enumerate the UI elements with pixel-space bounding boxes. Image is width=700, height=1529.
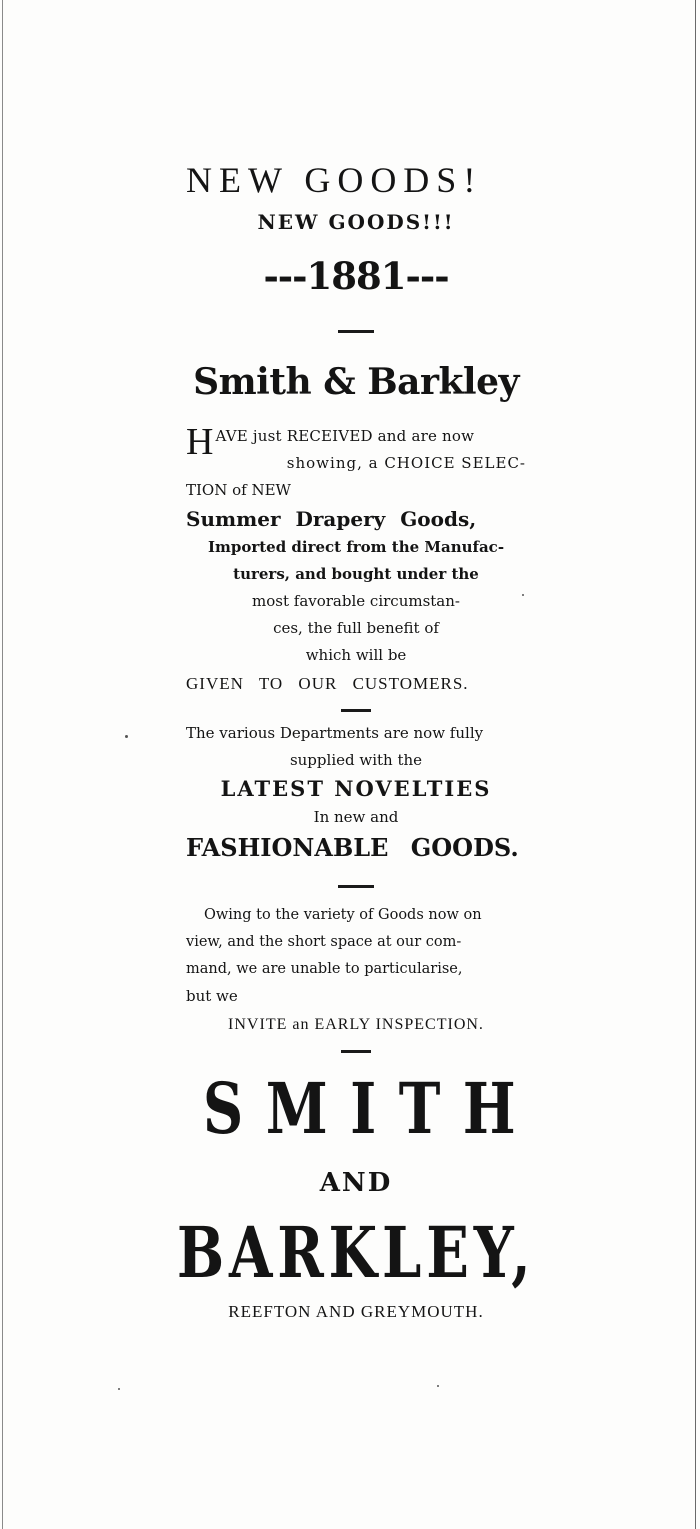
given-to-customers: GIVEN TO OUR CUSTOMERS. — [186, 674, 469, 693]
announcement-body-3: most favorable circumstan- — [252, 592, 460, 610]
signature-barkley: BARKLEY, — [176, 1211, 536, 1294]
divider — [341, 1050, 371, 1053]
announcement-line-1: AVE just RECEIVED and are now — [215, 427, 475, 445]
signature-and: AND — [319, 1168, 393, 1198]
announcement-block — [186, 423, 526, 699]
headline-new-goods: NEW GOODS! — [186, 160, 483, 200]
print-speck — [437, 1385, 439, 1387]
print-speck — [522, 594, 524, 596]
departments-line-3: In new and — [313, 808, 399, 826]
owing-line-4: but we — [186, 987, 238, 1005]
drop-cap: H — [186, 421, 214, 463]
departments-line-2: supplied with the — [289, 751, 423, 769]
subheadline-new-goods: NEW GOODS!!! — [257, 210, 455, 234]
right-column-rule — [695, 0, 696, 1529]
print-speck — [118, 1388, 120, 1390]
owing-line-2: view, and the short space at our com- — [186, 934, 462, 950]
invite-inspection: INVITE an EARLY INSPECTION. — [228, 1016, 484, 1033]
announcement-body-2: turers, and bought under the — [233, 565, 479, 583]
owing-line-3: mand, we are unable to particularise, — [186, 961, 463, 977]
address: REEFTON AND GREYMOUTH. — [228, 1302, 484, 1321]
announcement-body-4: ces, the full benefit of — [273, 619, 439, 637]
divider — [338, 330, 374, 333]
announcement-body-5: which will be — [305, 646, 407, 664]
owing-line-1: Owing to the variety of Goods now on — [204, 907, 482, 923]
signature-smith: SMITH — [202, 1067, 538, 1150]
firm-title: Smith & Barkley — [193, 361, 519, 403]
advertisement — [176, 140, 538, 1325]
signature-smith-wrap — [186, 1067, 538, 1155]
announcement-line-3: TION of NEW — [186, 481, 291, 499]
announcement-body-1: Imported direct from the Manufac- — [207, 538, 505, 556]
announcement-line-2: showing, a CHOICE SELEC- — [286, 454, 526, 472]
summer-drapery-subhead: Summer Drapery Goods, — [186, 507, 477, 531]
fashionable-goods: FASHIONABLE GOODS. — [186, 833, 519, 862]
departments-line-1: The various Departments are now fully — [186, 724, 484, 742]
left-column-rule — [2, 0, 3, 1529]
owing-block — [186, 902, 526, 1040]
signature-barkley-wrap — [176, 1211, 536, 1299]
departments-block — [186, 720, 526, 865]
year-heading: ---1881--- — [263, 254, 449, 298]
print-speck — [125, 735, 128, 738]
latest-novelties: LATEST NOVELTIES — [220, 776, 492, 801]
